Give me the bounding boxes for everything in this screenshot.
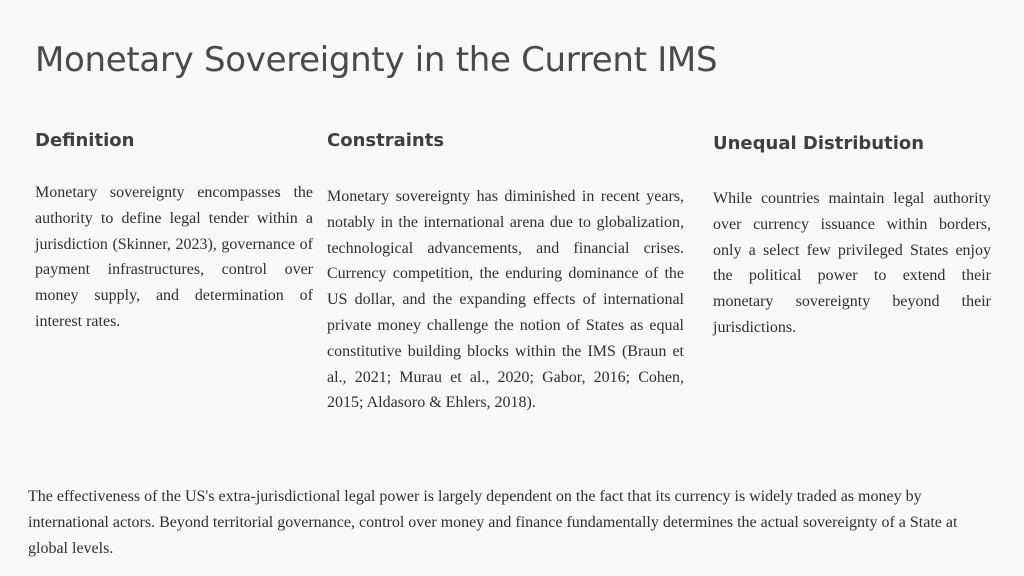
slide-title: Monetary Sovereignty in the Current IMS [35, 40, 718, 80]
unequal-distribution-column [713, 132, 991, 341]
definition-column [35, 129, 313, 335]
footer-summary: The effectiveness of the US's extra-jurisdictional legal power is largely dependent on the fact that its currency is widely traded as money by international actors. Beyond territorial governance, control over money and finance fundamentally determines the actual sovereignty of a State at global levels. [28, 488, 958, 557]
constraints-heading: Constraints [327, 130, 445, 151]
definition-text: Monetary sovereignty encompasses the authority to define legal tender within a jurisdiction (Skinner, 2023), governance of payment infrastructures, control over money supply, and determination of interest rates. [35, 184, 313, 330]
unequal-distribution-text: While countries maintain legal authority over currency issuance within borders, only a select few privileged States enjoy the political power to extend their monetary sovereignty beyond their jurisdictions. [713, 190, 991, 336]
unequal-distribution-heading: Unequal Distribution [713, 133, 925, 154]
constraints-column [327, 129, 684, 416]
constraints-text: Monetary sovereignty has diminished in recent years, notably in the international arena due to globalization, technological advancements, and financial crises. Currency competition, the enduring dominance of the US dollar, and the expanding effects of international private money challenge the notion of States as equal constitutive building blocks within the IMS (Braun et al., 2021; Murau et al., 2020; Gabor, 2016; Cohen, 2015; Aldasoro & Ehlers, 2018). [327, 188, 684, 412]
definition-heading: Definition [35, 130, 135, 151]
